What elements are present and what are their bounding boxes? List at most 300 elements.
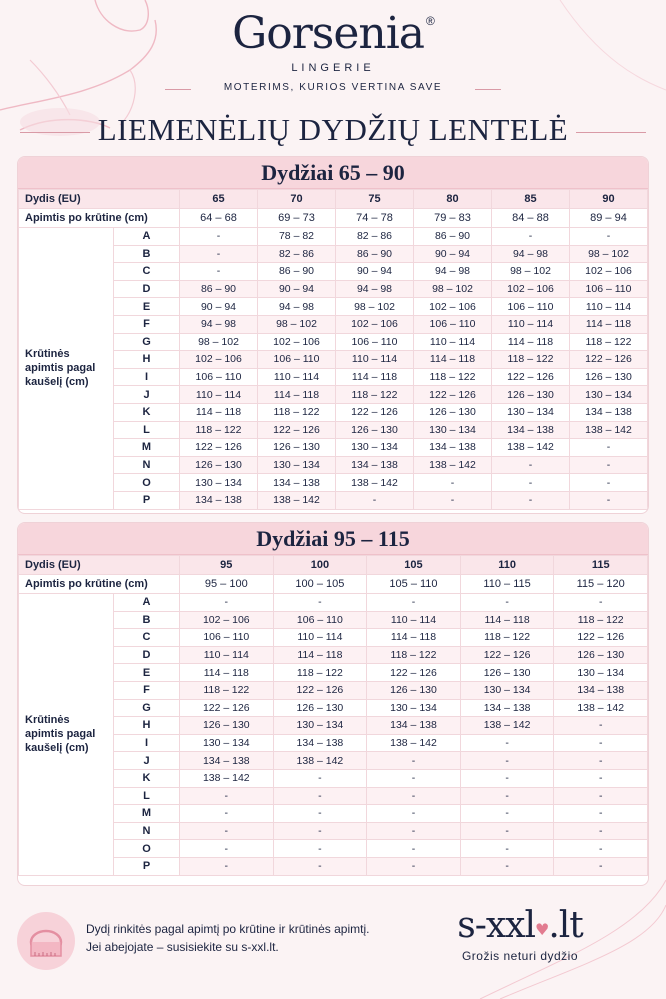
table-cell: 130 – 134 [414, 421, 492, 439]
table-cell: - [460, 594, 554, 612]
bust-label-line: Krūtinės [25, 348, 70, 361]
table-cell: 126 – 130 [180, 717, 274, 735]
table-cell: 106 – 110 [414, 315, 492, 333]
table-row [19, 456, 648, 474]
size-header-cell: 75 [336, 190, 414, 209]
table-cell: - [554, 752, 648, 770]
table-cell: 122 – 126 [570, 351, 648, 369]
size-header-cell: 115 [554, 556, 648, 575]
table-cell: 130 – 134 [180, 734, 274, 752]
table-cell: - [273, 822, 367, 840]
table-cell: 118 – 122 [273, 664, 367, 682]
table-cell: 122 – 126 [336, 403, 414, 421]
cup-label: C [114, 263, 180, 281]
table-cell: 110 – 114 [336, 351, 414, 369]
table-row [19, 840, 648, 858]
table-title: Dydžiai 95 – 115 [18, 523, 648, 555]
table-cell: - [554, 717, 648, 735]
underbust-cell: 79 – 83 [414, 209, 492, 228]
table-cell: 122 – 126 [180, 699, 274, 717]
table-row [19, 611, 648, 629]
table-cell: 114 – 118 [570, 315, 648, 333]
table-cell: - [492, 491, 570, 509]
table-row [19, 351, 648, 369]
table-row [19, 263, 648, 281]
table-cell: 90 – 94 [336, 263, 414, 281]
table-cell: 110 – 114 [273, 629, 367, 647]
table-cell: 110 – 114 [492, 315, 570, 333]
underbust-cell: 110 – 115 [460, 575, 554, 594]
table-row [19, 421, 648, 439]
table-cell: - [180, 857, 274, 875]
underbust-cell: 74 – 78 [336, 209, 414, 228]
cup-label: H [114, 351, 180, 369]
table-cell: - [273, 769, 367, 787]
table-cell: 106 – 110 [258, 351, 336, 369]
table-cell: - [460, 752, 554, 770]
cup-label: D [114, 646, 180, 664]
bust-girth-label [19, 228, 114, 510]
table-row [19, 403, 648, 421]
table-cell: 126 – 130 [460, 664, 554, 682]
table-row [19, 228, 648, 246]
table-cell: 106 – 110 [492, 298, 570, 316]
divider [475, 89, 501, 90]
table-cell: 114 – 118 [180, 664, 274, 682]
table-cell: - [460, 840, 554, 858]
table-cell: - [367, 769, 461, 787]
table-cell: - [367, 822, 461, 840]
cup-label: K [114, 403, 180, 421]
cup-label: L [114, 421, 180, 439]
table-cell: 110 – 114 [570, 298, 648, 316]
table-cell: - [554, 857, 648, 875]
cup-label: B [114, 245, 180, 263]
table-cell: - [492, 228, 570, 246]
table-row [19, 752, 648, 770]
table-row [19, 664, 648, 682]
table-cell: 122 – 126 [554, 629, 648, 647]
brand-name: Gorsenia [232, 8, 425, 59]
table-row [19, 857, 648, 875]
table-cell: 118 – 122 [258, 403, 336, 421]
table-cell: - [273, 805, 367, 823]
table-cell: - [336, 491, 414, 509]
table-cell: 106 – 110 [570, 280, 648, 298]
table-cell: 110 – 114 [180, 386, 258, 404]
table-row [19, 439, 648, 457]
table-cell: 122 – 126 [367, 664, 461, 682]
table-cell: 134 – 138 [367, 717, 461, 735]
table-cell: 98 – 102 [258, 315, 336, 333]
table-cell: 126 – 130 [414, 403, 492, 421]
table-cell: 86 – 90 [414, 228, 492, 246]
cup-label: A [114, 228, 180, 246]
underbust-cell: 95 – 100 [180, 575, 274, 594]
table-cell: 114 – 118 [258, 386, 336, 404]
underbust-cell: 64 – 68 [180, 209, 258, 228]
table-cell: 106 – 110 [336, 333, 414, 351]
table-cell: - [367, 840, 461, 858]
table-cell: 118 – 122 [460, 629, 554, 647]
size-header-cell: 95 [180, 556, 274, 575]
table-cell: 126 – 130 [367, 681, 461, 699]
table-cell: 134 – 138 [570, 403, 648, 421]
table-row [19, 805, 648, 823]
table-cell: - [180, 787, 274, 805]
table-row [19, 474, 648, 492]
table-cell: - [180, 805, 274, 823]
table-cell: - [273, 787, 367, 805]
table-cell: 130 – 134 [460, 681, 554, 699]
table-cell: - [367, 752, 461, 770]
table-cell: 86 – 90 [258, 263, 336, 281]
table-cell: 134 – 138 [554, 681, 648, 699]
table-cell: 130 – 134 [258, 456, 336, 474]
bust-label-line: kaušelį (cm) [25, 742, 89, 755]
table-row [19, 822, 648, 840]
table-cell: 118 – 122 [570, 333, 648, 351]
table-cell: - [570, 439, 648, 457]
table-cell: 138 – 142 [273, 752, 367, 770]
table-row [19, 333, 648, 351]
table-cell: - [180, 228, 258, 246]
table-cell: 98 – 102 [492, 263, 570, 281]
table-cell: 126 – 130 [570, 368, 648, 386]
table-cell: - [570, 228, 648, 246]
logo-text: s-xxl [457, 905, 535, 946]
table-row [19, 769, 648, 787]
cup-label: J [114, 386, 180, 404]
table-cell: - [460, 805, 554, 823]
table-cell: 138 – 142 [258, 491, 336, 509]
cup-label: A [114, 594, 180, 612]
table-cell: 138 – 142 [336, 474, 414, 492]
table-cell: 106 – 110 [273, 611, 367, 629]
table-cell: 122 – 126 [258, 421, 336, 439]
table-row [19, 787, 648, 805]
table-cell: 106 – 110 [180, 629, 274, 647]
size-header-row [19, 190, 648, 209]
table-cell: 110 – 114 [258, 368, 336, 386]
cup-label: F [114, 681, 180, 699]
table-cell: 90 – 94 [414, 245, 492, 263]
size-eu-label: Dydis (EU) [19, 190, 180, 209]
cup-label: P [114, 491, 180, 509]
registered-mark: ® [426, 14, 434, 28]
table-cell: - [180, 840, 274, 858]
table-cell: - [554, 840, 648, 858]
table-cell: - [367, 787, 461, 805]
table-row [19, 491, 648, 509]
cup-label: C [114, 629, 180, 647]
cup-label: D [114, 280, 180, 298]
underbust-cell: 84 – 88 [492, 209, 570, 228]
cup-label: H [114, 717, 180, 735]
cup-label: M [114, 805, 180, 823]
table-cell: 110 – 114 [180, 646, 274, 664]
table-cell: 86 – 90 [180, 280, 258, 298]
table-cell: 138 – 142 [554, 699, 648, 717]
table-cell: 94 – 98 [180, 315, 258, 333]
table-row [19, 699, 648, 717]
table-cell: - [570, 474, 648, 492]
table-cell: 126 – 130 [336, 421, 414, 439]
table-cell: 94 – 98 [414, 263, 492, 281]
table-cell: 114 – 118 [367, 629, 461, 647]
table-cell: - [367, 594, 461, 612]
table-cell: - [460, 822, 554, 840]
table-row [19, 280, 648, 298]
table-cell: 102 – 106 [180, 351, 258, 369]
cup-label: L [114, 787, 180, 805]
cup-label: I [114, 368, 180, 386]
footer-note [86, 920, 369, 956]
cup-label: M [114, 439, 180, 457]
table-cell: 94 – 98 [492, 245, 570, 263]
size-header-cell: 65 [180, 190, 258, 209]
table-row [19, 594, 648, 612]
table-cell: 98 – 102 [570, 245, 648, 263]
table-cell: 134 – 138 [492, 421, 570, 439]
size-header-cell: 90 [570, 190, 648, 209]
table-cell: 138 – 142 [180, 769, 274, 787]
size-header-cell: 80 [414, 190, 492, 209]
table-row [19, 315, 648, 333]
table-cell: 122 – 126 [492, 368, 570, 386]
table-cell: 86 – 90 [336, 245, 414, 263]
table-cell: - [460, 857, 554, 875]
table-cell: 118 – 122 [180, 681, 274, 699]
table-cell: 130 – 134 [367, 699, 461, 717]
underbust-label: Apimtis po krūtine (cm) [19, 575, 180, 594]
bust-label-line: kaušelį (cm) [25, 376, 89, 389]
table-cell: 138 – 142 [570, 421, 648, 439]
cup-label: P [114, 857, 180, 875]
bust-label-line: apimtis pagal [25, 362, 96, 375]
table-cell: - [492, 456, 570, 474]
table-cell: - [492, 474, 570, 492]
divider [576, 132, 646, 133]
cup-label: O [114, 474, 180, 492]
table-cell: - [414, 474, 492, 492]
table-cell: 102 – 106 [570, 263, 648, 281]
table-cell: 94 – 98 [258, 298, 336, 316]
bust-label-line: apimtis pagal [25, 728, 96, 741]
cup-label: N [114, 456, 180, 474]
table-cell: - [414, 491, 492, 509]
bust-label-line: Krūtinės [25, 714, 70, 727]
table-row [19, 734, 648, 752]
size-eu-label: Dydis (EU) [19, 556, 180, 575]
table-cell: 130 – 134 [570, 386, 648, 404]
table-cell: 110 – 114 [414, 333, 492, 351]
bust-girth-label [19, 594, 114, 876]
table-cell: 98 – 102 [336, 298, 414, 316]
underbust-cell: 69 – 73 [258, 209, 336, 228]
table-cell: 122 – 126 [180, 439, 258, 457]
table-cell: 90 – 94 [180, 298, 258, 316]
heart-icon: ♥ [534, 920, 549, 939]
table-cell: - [554, 734, 648, 752]
table-cell: 134 – 138 [180, 752, 274, 770]
table-row [19, 298, 648, 316]
table-cell: - [180, 263, 258, 281]
table-cell: - [554, 787, 648, 805]
footer-line: Jei abejojate – susisiekite su s-xxl.lt. [86, 940, 279, 954]
cup-label: K [114, 769, 180, 787]
underbust-cell: 105 – 110 [367, 575, 461, 594]
table-cell: 102 – 106 [414, 298, 492, 316]
table-cell: - [367, 805, 461, 823]
table-cell: 98 – 102 [180, 333, 258, 351]
table-cell: 134 – 138 [336, 456, 414, 474]
table-cell: 114 – 118 [414, 351, 492, 369]
table-cell: 114 – 118 [180, 403, 258, 421]
table-cell: 138 – 142 [414, 456, 492, 474]
size-header-cell: 110 [460, 556, 554, 575]
table-cell: 126 – 130 [273, 699, 367, 717]
underbust-label: Apimtis po krūtine (cm) [19, 209, 180, 228]
table-cell: 118 – 122 [554, 611, 648, 629]
table-cell: - [460, 734, 554, 752]
sxxl-logo [440, 905, 600, 946]
table-cell: - [460, 787, 554, 805]
table-cell: 122 – 126 [460, 646, 554, 664]
cup-label: O [114, 840, 180, 858]
table-cell: - [273, 594, 367, 612]
table-cell: - [180, 245, 258, 263]
table-cell: - [180, 822, 274, 840]
cup-label: N [114, 822, 180, 840]
table-cell: 122 – 126 [414, 386, 492, 404]
table-cell: 126 – 130 [554, 646, 648, 664]
size-grid [18, 555, 648, 876]
table-cell: 118 – 122 [492, 351, 570, 369]
table-cell: 126 – 130 [258, 439, 336, 457]
table-cell: 98 – 102 [414, 280, 492, 298]
cup-label: E [114, 298, 180, 316]
table-row [19, 368, 648, 386]
table-title: Dydžiai 65 – 90 [18, 157, 648, 189]
table-cell: - [367, 857, 461, 875]
table-cell: 126 – 130 [180, 456, 258, 474]
table-cell: 122 – 126 [273, 681, 367, 699]
table-cell: 102 – 106 [180, 611, 274, 629]
brand-logo [0, 8, 666, 59]
table-cell: 102 – 106 [258, 333, 336, 351]
underbust-cell: 100 – 105 [273, 575, 367, 594]
table-row [19, 717, 648, 735]
table-cell: - [554, 594, 648, 612]
cup-label: G [114, 699, 180, 717]
size-header-cell: 105 [367, 556, 461, 575]
table-cell: 114 – 118 [273, 646, 367, 664]
table-cell: 90 – 94 [258, 280, 336, 298]
table-cell: 130 – 134 [273, 717, 367, 735]
table-cell: 78 – 82 [258, 228, 336, 246]
table-cell: 130 – 134 [492, 403, 570, 421]
size-table-95-115 [17, 522, 649, 886]
cup-label: B [114, 611, 180, 629]
table-cell: 134 – 138 [180, 491, 258, 509]
table-row [19, 646, 648, 664]
page-title: LIEMENĖLIŲ DYDŽIŲ LENTELĖ [97, 112, 569, 147]
table-cell: - [570, 491, 648, 509]
table-cell: 118 – 122 [414, 368, 492, 386]
table-cell: 106 – 110 [180, 368, 258, 386]
table-cell: 126 – 130 [492, 386, 570, 404]
table-cell: - [180, 594, 274, 612]
table-cell: 118 – 122 [180, 421, 258, 439]
cup-label: I [114, 734, 180, 752]
underbust-cell: 115 – 120 [554, 575, 648, 594]
table-cell: 102 – 106 [336, 315, 414, 333]
table-row [19, 386, 648, 404]
table-cell: 134 – 138 [414, 439, 492, 457]
footer-line: Dydį rinkitės pagal apimtį po krūtine ir krūtinės apimtį. [86, 922, 370, 936]
table-cell: 130 – 134 [336, 439, 414, 457]
table-cell: 102 – 106 [492, 280, 570, 298]
underbust-row [19, 209, 648, 228]
table-row [19, 629, 648, 647]
table-cell: 114 – 118 [460, 611, 554, 629]
cup-label: F [114, 315, 180, 333]
table-cell: 114 – 118 [336, 368, 414, 386]
underbust-cell: 89 – 94 [570, 209, 648, 228]
table-cell: 134 – 138 [273, 734, 367, 752]
table-row [19, 245, 648, 263]
table-cell: 130 – 134 [554, 664, 648, 682]
table-cell: 138 – 142 [460, 717, 554, 735]
table-cell: 82 – 86 [258, 245, 336, 263]
table-cell: - [570, 456, 648, 474]
table-cell: - [554, 822, 648, 840]
underbust-row [19, 575, 648, 594]
table-cell: 94 – 98 [336, 280, 414, 298]
table-cell: 110 – 114 [367, 611, 461, 629]
table-cell: - [554, 805, 648, 823]
table-cell: 138 – 142 [367, 734, 461, 752]
size-header-cell: 70 [258, 190, 336, 209]
table-cell: 118 – 122 [367, 646, 461, 664]
brand-tagline: MOTERIMS, KURIOS VERTINA SAVE [223, 82, 443, 93]
table-cell: - [554, 769, 648, 787]
logo-text: .lt [548, 905, 583, 946]
table-cell: 82 – 86 [336, 228, 414, 246]
measuring-tape-icon [17, 912, 75, 970]
brand-subtitle: LINGERIE [291, 62, 375, 74]
table-cell: - [273, 840, 367, 858]
cup-label: G [114, 333, 180, 351]
table-cell: 134 – 138 [258, 474, 336, 492]
size-header-cell: 100 [273, 556, 367, 575]
table-cell: - [460, 769, 554, 787]
table-cell: 114 – 118 [492, 333, 570, 351]
table-cell: - [273, 857, 367, 875]
size-header-cell: 85 [492, 190, 570, 209]
size-header-row [19, 556, 648, 575]
size-grid [18, 189, 648, 510]
table-row [19, 681, 648, 699]
cup-label: E [114, 664, 180, 682]
table-cell: 118 – 122 [336, 386, 414, 404]
size-table-65-90 [17, 156, 649, 514]
logo-slogan: Grožis neturi dydžio [461, 949, 579, 963]
cup-label: J [114, 752, 180, 770]
table-cell: 134 – 138 [460, 699, 554, 717]
table-cell: 138 – 142 [492, 439, 570, 457]
